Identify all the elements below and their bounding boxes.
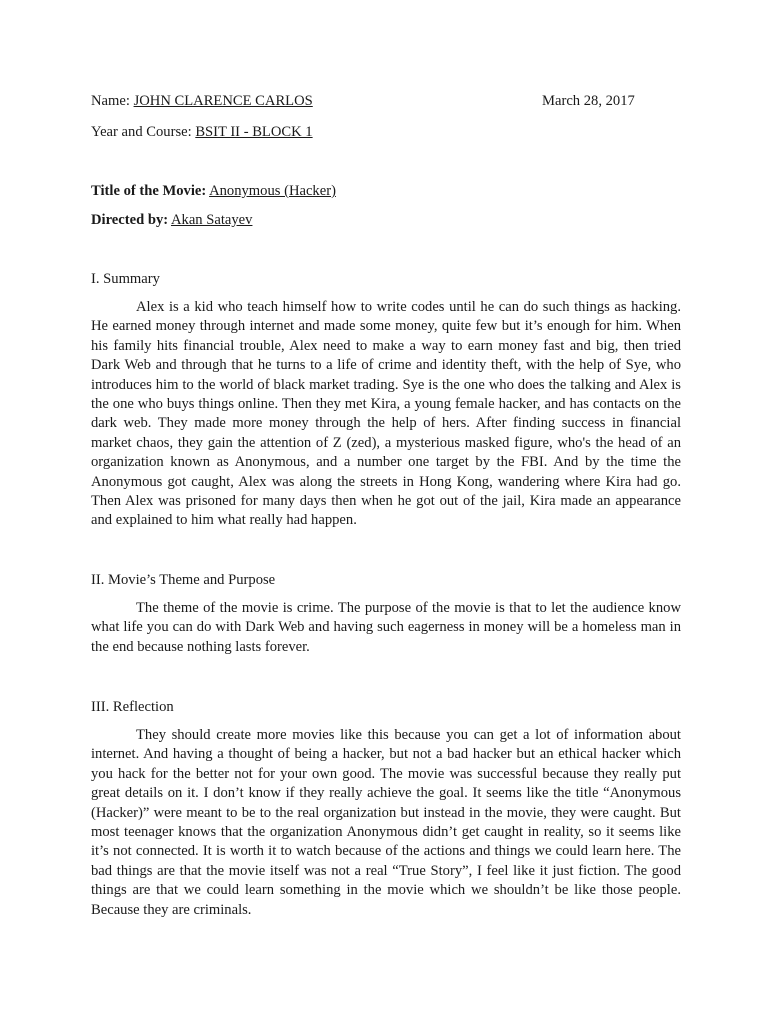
movie-title-label: Title of the Movie: [91,183,207,199]
reflection-heading: III. Reflection [91,699,174,715]
theme-heading: II. Movie’s Theme and Purpose [91,572,276,588]
summary-heading: I. Summary [91,271,160,287]
theme-paragraph: The theme of the movie is crime. The purpose of the movie is that to let the audience know what life you can do with Dark Web and having such eagerness in money will be a homeless man in the end because nothing lasts forever. [91,600,681,655]
course-label: Year and Course: [91,124,196,140]
movie-title-value: Anonymous (Hacker) [209,183,336,199]
course-value: BSIT II - BLOCK 1 [195,124,313,140]
director-value: Akan Satayev [170,212,253,228]
course-line [91,123,313,142]
document-date: March 28, 2017 [542,93,635,109]
reflection-paragraph: They should create more movies like this because you can get a lot of information about internet. And having a thought of being a hacker, but not a bad hacker but an ethical hacker which you hack for the better not for your own good. The movie was successful because they really put great details on it. I don’t know if they really achieve the goal. It seems like the title “Anonymous (Hacker)” were meant to be to the real organization but instead in the movie, they were caught. But most teenager knows that the organization Anonymous didn’t get caught in reality, so it seems like it’s not connected. It is worth it to watch because of the actions and things we could learn here. The bad things are that the movie itself was not a real “True Story”, I feel like it just fiction. The good things are that we could learn something in the movie which we shouldn’t be like those people. Because they are criminals. [91,727,681,918]
summary-paragraph: Alex is a kid who teach himself how to write codes until he can do such things as hacking. He earned money through internet and made some money, quite few but it’s enough for him. When his family hits financial trouble, Alex need to make a way to earn money fast and big, then tried Dark Web and through that he turns to a life of crime and identity theft, with the help of Sye, who introduces him to the world of black market trading. Sye is the one who does the talking and Alex is the one who buys things online. Then they met Kira, a young female hacker, and has contacts on the dark web. They made more money through the help of hers. After finding success in financial market chaos, they gain the attention of Z (zed), a mysterious masked figure, who's the head of an organization known as Anonymous, and a number one target by the FBI. And by the time the Anonymous got caught, Alex was along the streets in Hong Kong, wandering where Kira had go. Then Alex was prisoned for many days then when he got out of the jail, Kira made an appearance and explained to him what really had happen. [91,299,681,529]
name-label: Name: [91,93,134,109]
director-line [91,211,252,230]
movie-title-line [91,182,336,201]
name-value: JOHN CLARENCE CARLOS [133,93,313,109]
name-line [91,92,313,111]
director-label: Directed by: [91,212,169,228]
